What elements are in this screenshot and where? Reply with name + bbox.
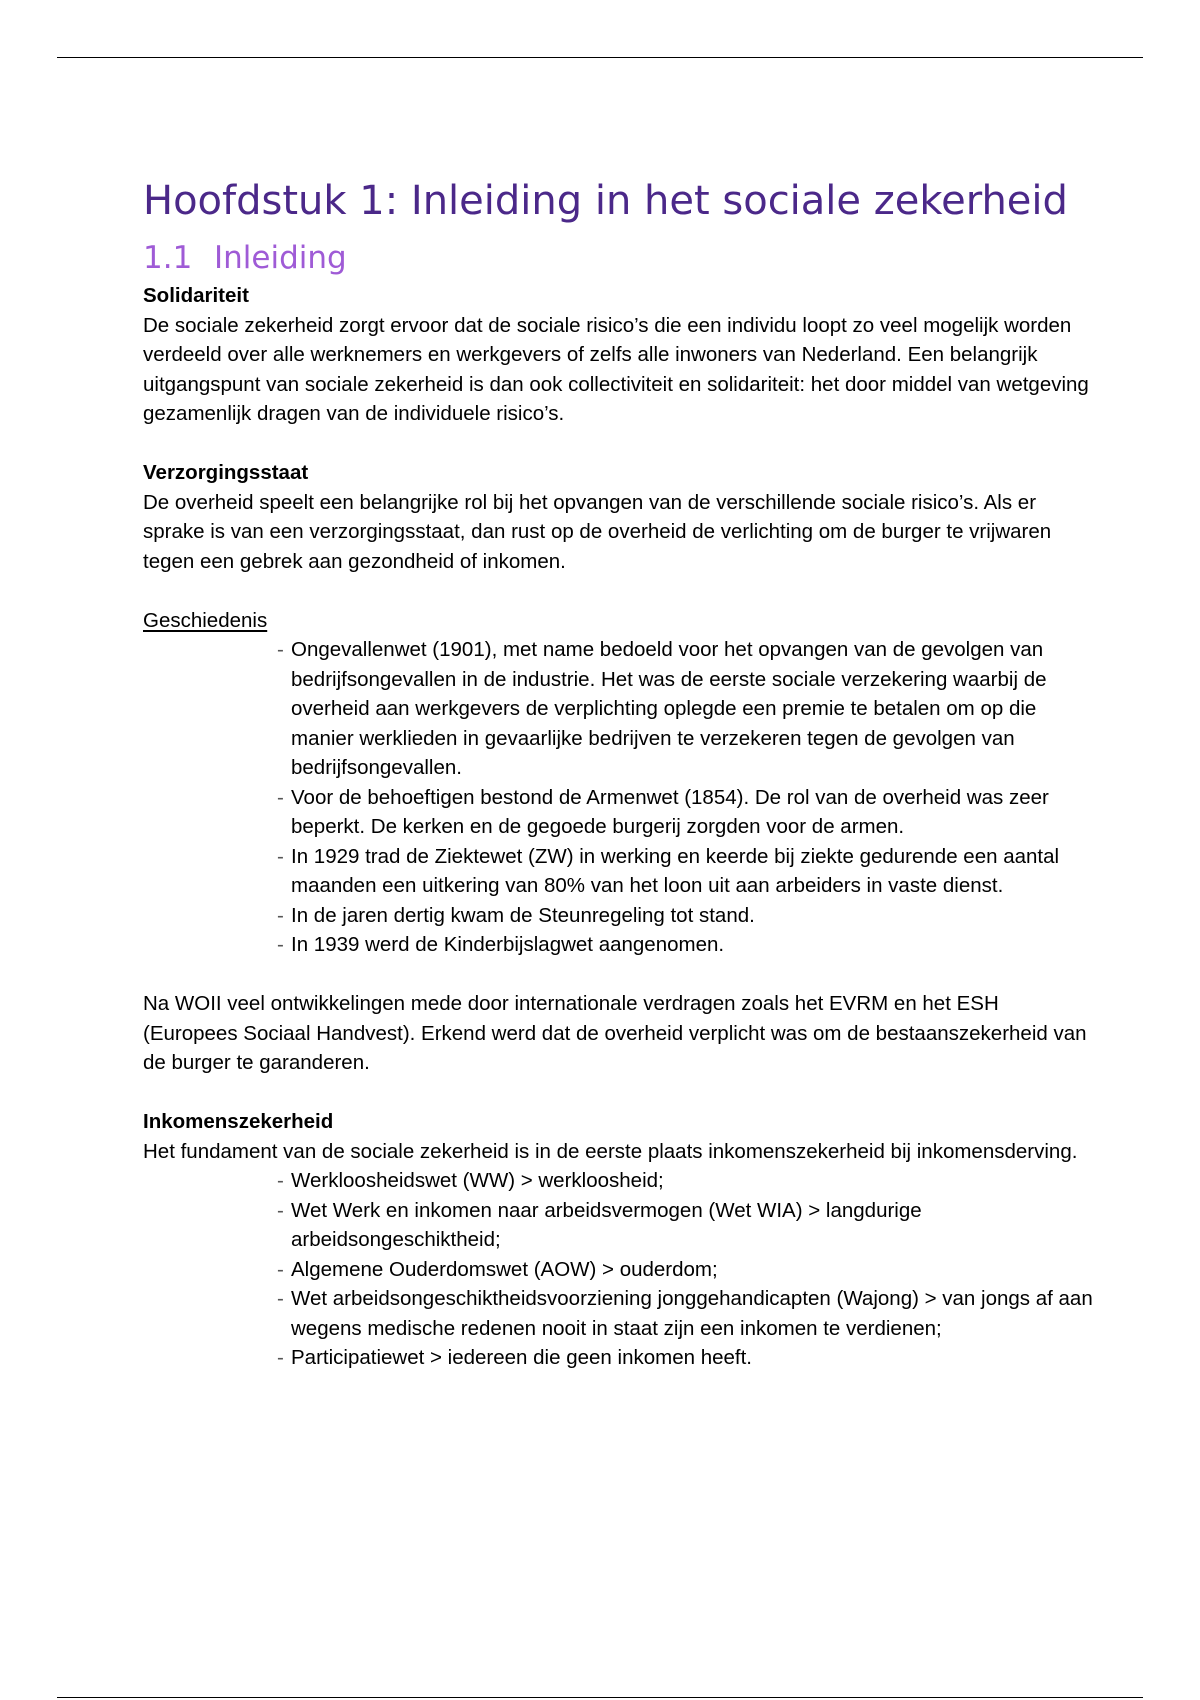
list-dash: - <box>277 1287 284 1310</box>
subheading-inkomenszekerheid: Inkomenszekerheid <box>143 1110 334 1133</box>
income-list <box>143 1166 1093 1373</box>
list-item-text: In 1939 werd de Kinderbijslagwet aangenomen. <box>291 933 725 956</box>
list-dash: - <box>277 933 284 956</box>
section-title: Inleiding <box>214 240 347 276</box>
list-dash: - <box>277 1346 284 1369</box>
header-rule <box>57 57 1143 58</box>
list-item <box>277 1166 1093 1196</box>
subheading-geschiedenis: Geschiedenis <box>143 608 268 632</box>
chapter-title: Hoofdstuk 1: Inleiding in het sociale zekerheid <box>143 178 1068 224</box>
list-item <box>277 1196 1093 1255</box>
footer-rule <box>57 1697 1143 1698</box>
list-item-text: Wet Werk en inkomen naar arbeidsvermogen (Wet WIA) > langdurige arbeidsongeschiktheid; <box>291 1198 922 1251</box>
list-item-text: Voor de behoeftigen bestond de Armenwet (1854). De rol van de overheid was zeer beperkt. De kerken en de gegoede burgerij zorgden voor de armen. <box>291 785 1049 838</box>
list-item <box>277 901 1093 931</box>
list-dash: - <box>277 1198 284 1222</box>
subheading-solidariteit: Solidariteit <box>143 284 249 307</box>
list-item <box>277 635 1093 783</box>
list-dash: - <box>277 903 284 927</box>
list-item-text: Ongevallenwet (1901), met name bedoeld voor het opvangen van de gevolgen van bedrijfsongevallen in de industrie. Het was de eerste sociale verzekering waarbij de overheid aan werkgevers de verplichting oplegde een premie te betalen om op die manier werklieden in gevaarlijke bedrijven te verzekeren tegen de gevolgen van bedrijfsongevallen. <box>291 638 1047 779</box>
subheading-verzorgingsstaat: Verzorgingsstaat <box>143 461 309 484</box>
list-item <box>277 783 1093 842</box>
list-dash: - <box>277 638 284 661</box>
list-item <box>277 930 1093 960</box>
list-item-text: In de jaren dertig kwam de Steunregeling tot stand. <box>291 903 755 927</box>
list-item-text: Wet arbeidsongeschiktheidsvoorziening jonggehandicapten (Wajong) > van jongs af aan wegens medische redenen nooit in staat zijn een inkomen te verdienen; <box>291 1287 1093 1340</box>
history-list <box>143 635 1093 960</box>
list-item <box>277 842 1093 901</box>
section-number: 1.1 <box>143 240 193 276</box>
list-item-text: Werkloosheidswet (WW) > werkloosheid; <box>291 1169 664 1192</box>
list-dash: - <box>277 785 284 809</box>
list-item <box>277 1255 1093 1285</box>
list-dash: - <box>277 1257 284 1281</box>
list-dash: - <box>277 1169 284 1192</box>
paragraph-na-woii: Na WOII veel ontwikkelingen mede door internationale verdragen zoals het EVRM en het ESH (Europees Sociaal Handvest). Erkend werd dat de overheid verplicht was om de bestaanszekerheid van de burger te garanderen. <box>143 992 1087 1074</box>
list-item <box>277 1343 1093 1373</box>
list-item-text: Algemene Ouderdomswet (AOW) > ouderdom; <box>291 1257 718 1281</box>
paragraph-verzorgingsstaat: De overheid speelt een belangrijke rol bij het opvangen van de verschillende sociale risico’s. Als er sprake is van een verzorgingsstaat, dan rust op de overheid de verlichting om de burger te vrijwaren tegen een gebrek aan gezondheid of inkomen. <box>143 490 1052 573</box>
section-text <box>143 281 1093 1373</box>
list-item-text: Participatiewet > iedereen die geen inkomen heeft. <box>291 1346 752 1369</box>
list-item <box>277 1284 1093 1343</box>
list-item-text: In 1929 trad de Ziektewet (ZW) in werking en keerde bij ziekte gedurende een aantal maanden een uitkering van 80% van het loon uit aan arbeiders in vaste dienst. <box>291 844 1060 897</box>
document-body <box>143 178 1093 1373</box>
paragraph-inkomenszekerheid: Het fundament van de sociale zekerheid is in de eerste plaats inkomenszekerheid bij inkomensderving. <box>143 1139 1078 1163</box>
section-heading <box>143 239 1093 277</box>
paragraph-solidariteit: De sociale zekerheid zorgt ervoor dat de sociale risico’s die een individu loopt zo veel mogelijk worden verdeeld over alle werknemers en werkgevers of zelfs alle inwoners van Nederland. Een belangrijk uitgangspunt van sociale zekerheid is dan ook collectiviteit en solidariteit: het door middel van wetgeving gezamenlijk dragen van de individuele risico’s. <box>143 313 1089 425</box>
list-dash: - <box>277 844 284 868</box>
